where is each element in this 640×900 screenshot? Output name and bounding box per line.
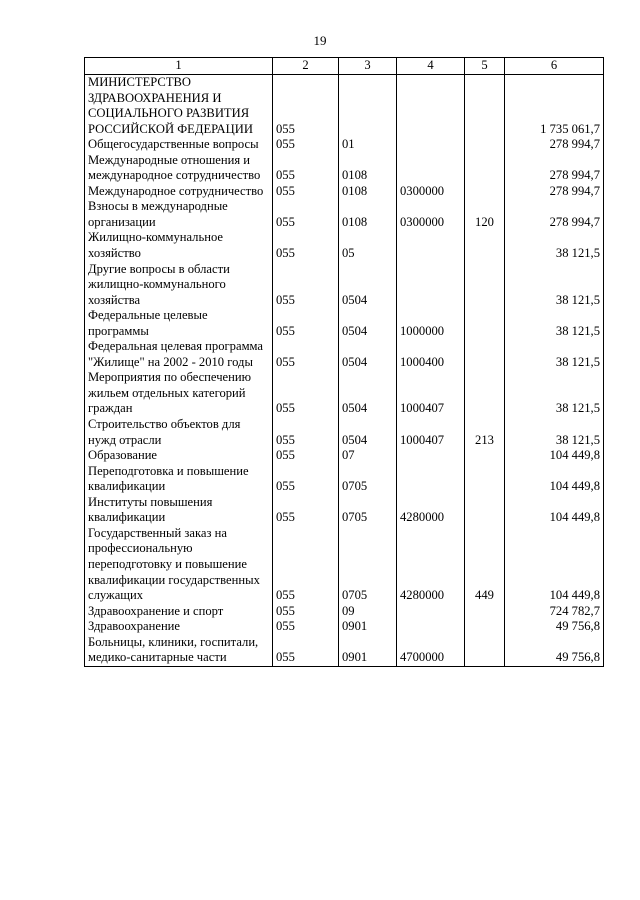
row-name: Строительство объектов для нужд отрасли [85,417,273,448]
ministry-code: 055 [273,153,339,184]
ministry-code: 055 [273,526,339,604]
page-number: 19 [313,33,327,48]
amount: 38 121,5 [505,262,604,309]
section-code: 0108 [339,184,397,200]
row-name: Здравоохранение и спорт [85,604,273,620]
section-code: 0504 [339,339,397,370]
expense-code [465,75,505,138]
section-code: 01 [339,137,397,153]
ministry-code: 055 [273,137,339,153]
ministry-code: 055 [273,262,339,309]
target-code [397,619,465,635]
expense-code [465,308,505,339]
amount: 278 994,7 [505,137,604,153]
amount: 38 121,5 [505,308,604,339]
column-header-5: 5 [465,58,505,75]
ministry-code: 055 [273,495,339,526]
section-code [339,75,397,138]
ministry-code: 055 [273,417,339,448]
expense-code: 213 [465,417,505,448]
target-code [397,464,465,495]
table-row [85,199,604,230]
column-header-1: 1 [85,58,273,75]
header-row [85,58,604,75]
expense-code [465,262,505,309]
row-name: Образование [85,448,273,464]
amount: 38 121,5 [505,339,604,370]
section-code: 0108 [339,153,397,184]
target-code: 1000400 [397,339,465,370]
row-name: Международное сотрудничество [85,184,273,200]
ministry-code: 055 [273,635,339,667]
table-row [85,308,604,339]
amount: 278 994,7 [505,199,604,230]
table-row [85,230,604,261]
row-name: Институты повышения квалификации [85,495,273,526]
section-code: 0705 [339,526,397,604]
table-row [85,153,604,184]
expense-code [465,370,505,417]
target-code: 0300000 [397,184,465,200]
expense-code: 449 [465,526,505,604]
ministry-code: 055 [273,75,339,138]
table-row [85,635,604,667]
section-code: 0504 [339,308,397,339]
table-row [85,604,604,620]
row-name: Взносы в международные организации [85,199,273,230]
table-row [85,184,604,200]
table-header [85,58,604,75]
table-row [85,75,604,138]
section-code: 05 [339,230,397,261]
table-row [85,417,604,448]
expense-code [465,184,505,200]
expense-code [465,230,505,261]
ministry-code: 055 [273,464,339,495]
table-row [85,137,604,153]
table-row [85,448,604,464]
amount: 104 449,8 [505,464,604,495]
amount: 278 994,7 [505,153,604,184]
row-name: Международные отношения и международное сотрудничество [85,153,273,184]
amount: 104 449,8 [505,448,604,464]
section-code: 0705 [339,464,397,495]
table-body [85,75,604,667]
table-row [85,526,604,604]
amount: 278 994,7 [505,184,604,200]
section-code: 07 [339,448,397,464]
target-code [397,75,465,138]
row-name: Здравоохранение [85,619,273,635]
row-name: Общегосударственные вопросы [85,137,273,153]
section-code: 0504 [339,417,397,448]
amount: 104 449,8 [505,495,604,526]
amount: 38 121,5 [505,417,604,448]
target-code [397,448,465,464]
section-code: 0504 [339,370,397,417]
table-row [85,619,604,635]
section-code: 0901 [339,635,397,667]
row-name: Мероприятия по обеспечению жильем отдельных категорий граждан [85,370,273,417]
ministry-code: 055 [273,604,339,620]
target-code [397,230,465,261]
target-code: 4280000 [397,495,465,526]
column-header-2: 2 [273,58,339,75]
row-name: МИНИСТЕРСТВО ЗДРАВООХРАНЕНИЯ И СОЦИАЛЬНОГО РАЗВИТИЯ РОССИЙСКОЙ ФЕДЕРАЦИИ [85,75,273,138]
section-code: 0901 [339,619,397,635]
ministry-code: 055 [273,199,339,230]
target-code: 1000000 [397,308,465,339]
amount: 49 756,8 [505,635,604,667]
table-row [85,370,604,417]
budget-table [84,57,604,667]
expense-code: 120 [465,199,505,230]
expense-code [465,464,505,495]
ministry-code: 055 [273,370,339,417]
target-code [397,604,465,620]
ministry-code: 055 [273,448,339,464]
ministry-code: 055 [273,308,339,339]
target-code [397,137,465,153]
table-row [85,339,604,370]
table-row [85,464,604,495]
row-name: Государственный заказ на профессиональную переподготовку и повышение квалификации государственных служащих [85,526,273,604]
row-name: Федеральная целевая программа "Жилище" на 2002 - 2010 годы [85,339,273,370]
row-name: Больницы, клиники, госпитали, медико-санитарные части [85,635,273,667]
ministry-code: 055 [273,619,339,635]
target-code: 0300000 [397,199,465,230]
target-code [397,262,465,309]
section-code: 0504 [339,262,397,309]
amount: 38 121,5 [505,230,604,261]
table-row [85,495,604,526]
ministry-code: 055 [273,230,339,261]
expense-code [465,635,505,667]
expense-code [465,448,505,464]
target-code: 1000407 [397,417,465,448]
expense-code [465,604,505,620]
amount: 104 449,8 [505,526,604,604]
column-header-3: 3 [339,58,397,75]
column-header-6: 6 [505,58,604,75]
section-code: 09 [339,604,397,620]
ministry-code: 055 [273,184,339,200]
target-code [397,153,465,184]
expense-code [465,619,505,635]
amount: 49 756,8 [505,619,604,635]
row-name: Переподготовка и повышение квалификации [85,464,273,495]
amount: 724 782,7 [505,604,604,620]
target-code: 4700000 [397,635,465,667]
column-header-4: 4 [397,58,465,75]
expense-code [465,137,505,153]
expense-code [465,153,505,184]
expense-code [465,495,505,526]
amount: 1 735 061,7 [505,75,604,138]
section-code: 0108 [339,199,397,230]
row-name: Жилищно-коммунальное хозяйство [85,230,273,261]
target-code: 4280000 [397,526,465,604]
row-name: Другие вопросы в области жилищно-коммунального хозяйства [85,262,273,309]
section-code: 0705 [339,495,397,526]
row-name: Федеральные целевые программы [85,308,273,339]
expense-code [465,339,505,370]
amount: 38 121,5 [505,370,604,417]
target-code: 1000407 [397,370,465,417]
table-row [85,262,604,309]
ministry-code: 055 [273,339,339,370]
